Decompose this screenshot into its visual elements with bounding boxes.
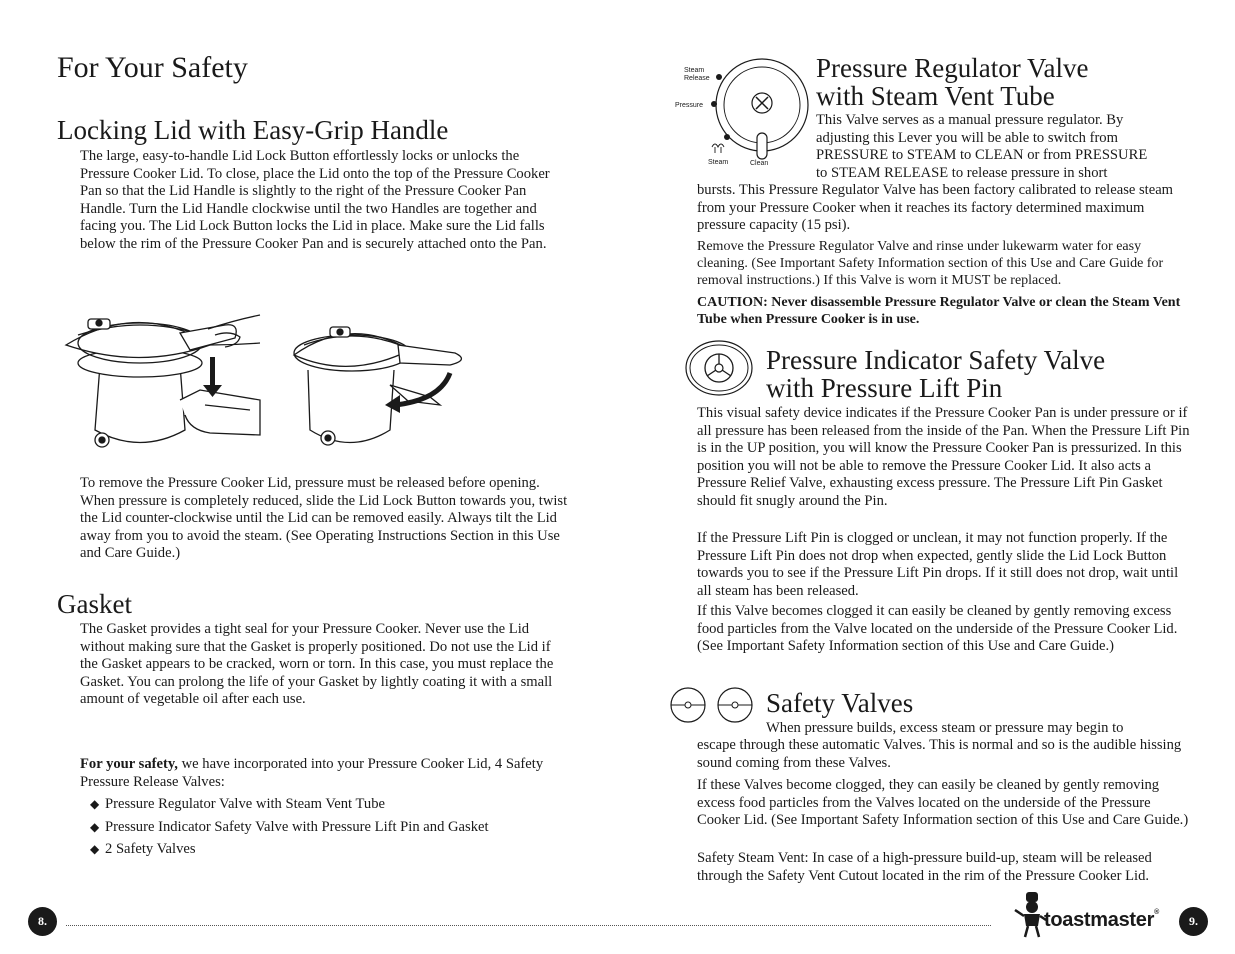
dial-label-pressure: Pressure xyxy=(675,102,704,109)
list-item: ◆ Pressure Indicator Safety Valve with Pressure Lift Pin and Gasket xyxy=(90,818,489,835)
locking-lid-paragraph: The large, easy-to-handle Lid Lock Button effortlessly locks or unlocks the Pressure Cooker Lid. To close, place the Lid onto the top of the Pressure Cooker Pan so that the Lid Handle is slightly to the right of the Pressure Cooker Pan Handle. Turn the Lid Handle clockwise until the two Handles are together and facing you. The Lid Lock Button locks the Lid in place. Make sure the Lid falls below the rim of the Pressure Cooker Pan and is securely attached onto the Pan. xyxy=(80,148,550,252)
locking-lid-heading: Locking Lid with Easy-Grip Handle xyxy=(57,115,449,145)
footer-dotted-rule xyxy=(66,925,991,926)
safety-valves-heading: Safety Valves xyxy=(766,688,914,718)
dial-label-clean: Clean xyxy=(750,160,769,167)
indicator-paragraph-2: If the Pressure Lift Pin is clogged or unclean, it may not function properly. If the Pressure Lift Pin does not drop when expected, gently slide the Lid Lock Button towards you to see if the Pressure Lift Pin drops. If it still does not drop, wait until all steam has been released. xyxy=(697,530,1179,599)
registered-mark: ® xyxy=(1154,909,1159,916)
indicator-paragraph-3: If this Valve becomes clogged it can easily be cleaned by gently removing excess food particles from the Valve located on the underside of the Pressure Cooker Lid. (See Important Safety Information section of this Use and Care Guide.) xyxy=(697,603,1178,655)
lid-turning-illustration xyxy=(290,305,475,455)
safety-valves-icon xyxy=(667,687,757,723)
page-title: For Your Safety xyxy=(57,51,248,84)
diamond-bullet-icon: ◆ xyxy=(90,797,100,811)
pressure-regulator-dial-icon xyxy=(672,55,812,175)
regulator-paragraph: bursts. This Pressure Regulator Valve has been factory calibrated to release steam from your Pressure Cooker when it reaches its factory determined maximum pressure capacity (15 psi). xyxy=(697,182,1174,234)
safety-note-lead: For your safety, xyxy=(80,756,178,772)
regulator-heading-line2: with Steam Vent Tube xyxy=(816,81,1055,111)
pressure-indicator-valve-icon xyxy=(685,339,755,397)
page-number-left: 8. xyxy=(28,907,57,936)
safety-valves-paragraph-2: If these Valves become clogged, they can easily be cleaned by gently removing excess food particles from the Valves located on the underside of the Pressure Cooker Lid. (See Important Safety Information section of this Use and Care Guide.) xyxy=(697,777,1189,829)
diamond-bullet-icon: ◆ xyxy=(90,819,100,834)
list-item: ◆ Pressure Regulator Valve with Steam Vent Tube xyxy=(90,796,385,812)
dial-label-release: Release xyxy=(684,75,710,82)
dial-label-steam-bottom: Steam xyxy=(708,159,729,166)
diamond-bullet-icon: ◆ xyxy=(90,842,100,857)
gasket-paragraph: The Gasket provides a tight seal for your Pressure Cooker. Never use the Lid without making sure that the Gasket is properly positioned. Do not use the Lid if the Gasket appears to be cracked, worn or torn. In this case, you must replace the Gasket. You can prolong the life of your Gasket by lightly coating it with a small amount of vegetable oil after each use. xyxy=(80,621,554,708)
safety-steam-vent-paragraph: Safety Steam Vent: In case of a high-pressure build-up, steam will be released through the Safety Vent Cutout located in the rim of the Pressure Cooker Lid. xyxy=(697,850,1152,884)
safety-valves-first-line: When pressure builds, excess steam or pressure may begin to xyxy=(766,720,1124,736)
lid-removal-paragraph: To remove the Pressure Cooker Lid, pressure must be released before opening. When pressure is completely reduced, slide the Lid Lock Button towards you, twist the Lid counter-clockwise until the Lid can be removed easily. Always tilt the Lid away from you to avoid the steam. (See Operating Instructions Section in this Use and Care Guide.) xyxy=(80,475,568,562)
lid-closing-illustration xyxy=(60,305,270,455)
toastmaster-mascot-logo xyxy=(1012,890,1048,940)
regulator-caution: CAUTION: Never disassemble Pressure Regulator Valve or clean the Steam Vent Tube when Pressure Cooker is in use. xyxy=(697,295,1181,327)
regulator-heading-line1: Pressure Regulator Valve xyxy=(816,53,1089,83)
regulator-cleaning-paragraph: Remove the Pressure Regulator Valve and rinse under lukewarm water for easy cleaning. (See Important Safety Information section of this Use and Care Guide for removal instructions.) If this Valve is worn it MUST be replaced. xyxy=(697,239,1164,288)
regulator-paragraph-wrap-lines: This Valve serves as a manual pressure regulator. By adjusting this Lever you will be able to switch from PRESSURE to STEAM to CLEAN or from PRESSURE to STEAM RELEASE to release pressure in short xyxy=(816,112,1148,181)
brand-wordmark: toastmaster® xyxy=(1044,909,1159,931)
indicator-paragraph-1: This visual safety device indicates if the Pressure Cooker Pan is under pressure or if all pressure has been released from the inside of the Pan. When the Pressure Lift Pin is in the UP position, you will know the Pressure Cooker Pan is pressurized. In this position you will not be able to remove the Pressure Cooker Lid. It also acts a Pressure Relief Valve, exhausting excess pressure. The Pressure Lift Pin Gasket should fit snugly around the Pin. xyxy=(697,405,1190,509)
page-number-right: 9. xyxy=(1179,907,1208,936)
gasket-heading: Gasket xyxy=(57,589,132,619)
list-item: ◆ 2 Safety Valves xyxy=(90,841,196,858)
safety-valves-paragraph-1: escape through these automatic Valves. This is normal and so is the audible hissing sound coming from these Valves. xyxy=(697,737,1182,771)
down-arrow-shaft xyxy=(210,357,215,387)
indicator-heading-line2: with Pressure Lift Pin xyxy=(766,373,1003,403)
valve-list xyxy=(90,796,570,864)
safety-note-text: we have incorporated into your Pressure Cooker Lid, 4 Safety Pressure Release Valves: xyxy=(80,756,544,790)
dial-label-steam: Steam xyxy=(684,67,705,74)
indicator-heading-line1: Pressure Indicator Safety Valve xyxy=(766,345,1106,375)
safety-note xyxy=(80,756,570,791)
